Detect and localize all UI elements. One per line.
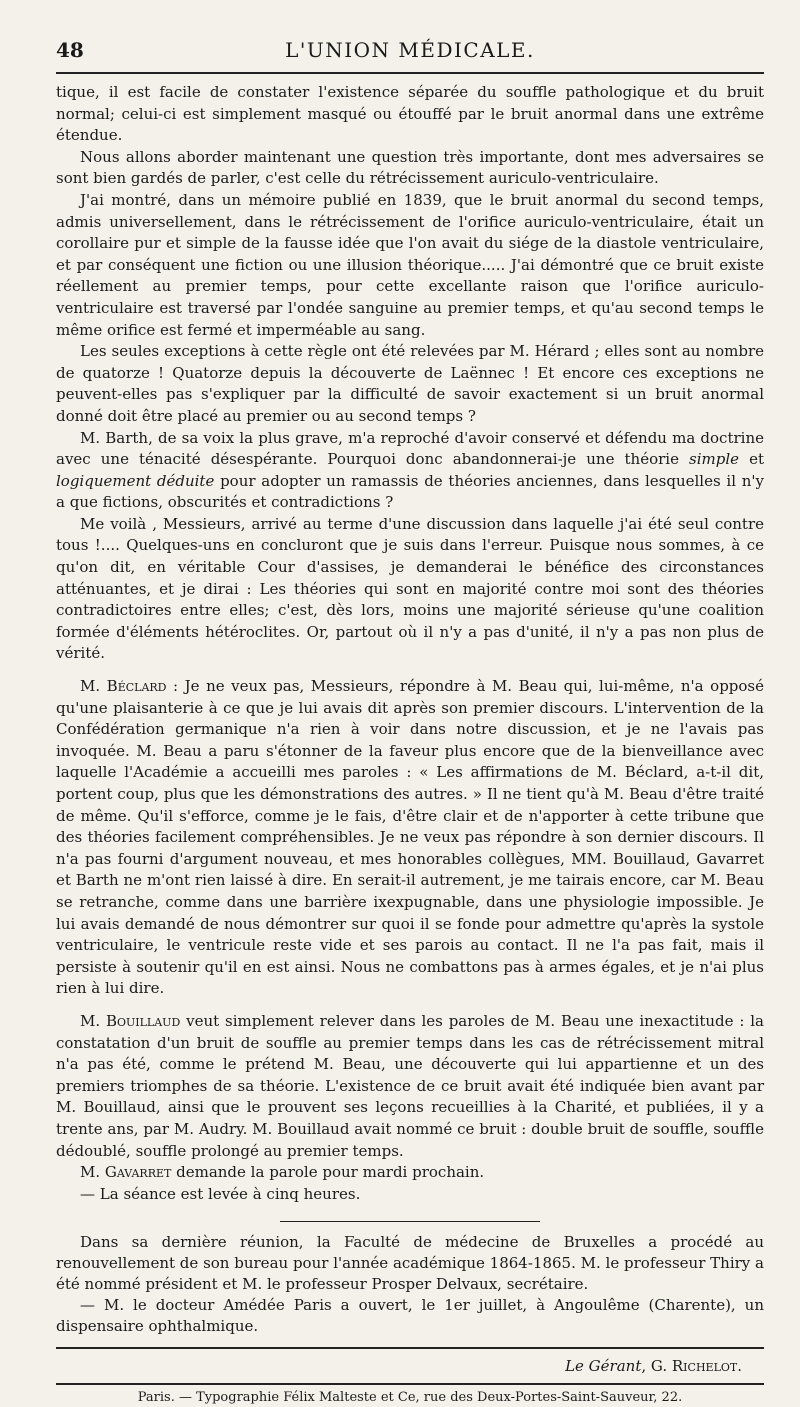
- paragraph: Les seules exceptions à cette règle ont été relevées par M. Hérard ; elles sont au nombre de quatorze ! Quatorze depuis la découverte de Laënnec ! Et encore ces exceptions ne peuvent-elles pas s'expliquer par la difficulté de savoir exactement si un bruit anormal donné doit être placé au premier ou au second temps ?: [56, 342, 764, 425]
- news-item: Dans sa dernière réunion, la Faculté de médecine de Bruxelles a procédé au renouvellement de son bureau pour l'année académique 1864-1865. M. le professeur Thiry a été nommé président et M. le professeur Prosper Delvaux, secrétaire.: [56, 1233, 764, 1294]
- paragraph: J'ai montré, dans un mémoire publié en 1839, que le bruit anormal du second temps, admis universellement, dans le rétrécissement de l'orifice auriculo-ventriculaire, était un corollaire pur et simple de la fausse idée que l'on avait du siége de la diastole ventriculaire, et par conséquent une fiction ou une illusion théorique..... J'ai démontré que ce bruit existe réellement au premier temps, pour cette excellante raison que l'orifice auriculo-ventriculaire est traversé par l'ondée sanguine au premier temps, et qu'au second temps le même orifice est fermé et imperméable au sang.: [56, 190, 764, 339]
- paragraph: tique, il est facile de constater l'existence séparée du souffle pathologique et du bruit normal; celui-ci est simplement masqué ou étouffé par le bruit anormal dans une extrême étendue.: [56, 83, 764, 145]
- signature: Le Gérant, G. Richelot.: [565, 1357, 742, 1376]
- article-body: [56, 82, 764, 1205]
- page-number: 48: [56, 38, 84, 62]
- emphasis: logiquement déduite: [56, 471, 215, 490]
- printer-imprint: Paris. — Typographie Félix Malteste et Ce, rue des Deux-Portes-Saint-Sauveur, 22.: [137, 1390, 683, 1406]
- signature-name: G. Richelot.: [650, 1357, 742, 1376]
- signature-label: Le Gérant: [565, 1357, 642, 1376]
- text-run: pour adopter un ramassis de théories anciennes, dans lesquelles il n'y a que fictions, obscurités et contradictions ?: [56, 471, 764, 512]
- text-run: M. Barth, de sa voix la plus grave, m'a reproché d'avoir conservé et défendu ma doctrine avec une ténacité désespérante. Pourquoi donc abandonnerai-je une théorie: [56, 428, 764, 469]
- header-rule: [56, 72, 764, 74]
- speech-text: demande la parole pour mardi prochain.: [171, 1163, 485, 1182]
- text-run: et: [739, 450, 764, 469]
- speech-text: Je ne veux pas, Messieurs, répondre à M. Beau qui, lui-même, n'a opposé qu'une plaisanterie à ce que je lui avais dit après son premier discours. L'intervention de la Confédération germanique n'a rien à voir dans notre discussion, et je ne l'avais pas invoquée. M. Beau a paru s'étonner de la faveur plus encore que de la bienveillance avec laquelle l'Académie a accueilli mes paroles : « Les affirmations de M. Béclard, a-t-il dit, portent coup, plus que les démonstrations des autres. » Il ne tient qu'à M. Beau d'être traité de même. Qu'il s'efforce, comme je le fais, d'être clair et de n'apporter à cette tribune que des théories facilement compréhensibles. Je ne veux pas répondre à son dernier discours. Il n'a pas fourni d'argument nouveau, et mes honorables collègues, MM. Bouillaud, Gavarret et Barth ne m'ont rien laissé à dire. En serait-il autrement, je me tairais encore, car M. Beau se retranche, comme dans une barrière ixexpugnable, dans une physiologie impossible. Je lui avais demandé de nous démontrer sur quoi il se fonde pour admettre qu'après la systole ventriculaire, le ventricule reste vide et ses parois au contact. Il ne l'a pas fait, mais il persiste à soutenir qu'il en est ainsi. Nous ne combattons pas à armes égales, et je n'ai plus rien à lui dire.: [56, 677, 765, 998]
- speaker-name: M. Bouillaud: [80, 1011, 181, 1030]
- paragraph: Nous allons aborder maintenant une question très importante, dont mes adversaires se sont bien gardés de parler, c'est celle du rétrécissement auriculo-ventriculaire.: [56, 147, 764, 188]
- emphasis: simple: [689, 450, 740, 469]
- paragraph-bouillaud: [56, 1011, 764, 1162]
- news-section: [56, 1232, 764, 1337]
- paragraph-gavarret: [56, 1162, 764, 1184]
- footer-rule: [56, 1347, 764, 1349]
- running-title: L'UNION MÉDICALE.: [285, 38, 535, 62]
- paragraph-beclard: [56, 676, 764, 1000]
- page-header: [56, 30, 764, 70]
- speaker-name: M. Gavarret: [80, 1163, 172, 1182]
- speech-text: veut simplement relever dans les paroles de M. Beau une inexactitude : la constatation d'un bruit de souffle au premier temps dans les cas de rétrécissement mitral n'a pas été, comme le prétend M. Beau, une découverte qui lui appartienne et un des premiers triomphes de sa théorie. L'existence de ce bruit avait été indiquée bien avant par M. Bouillaud, ainsi que le prouvent ses leçons recueillies à la Charité, et publiées, il y a trente ans, par M. Audry. M. Bouillaud avait nommé ce bruit : double bruit de souffle, souffle dédoublé, souffle prolongé au premier temps.: [56, 1011, 764, 1160]
- session-closing: — La séance est levée à cinq heures.: [80, 1184, 361, 1203]
- news-item: — M. le docteur Amédée Paris a ouvert, le 1er juillet, à Angoulême (Charente), un dispensaire ophthalmique.: [56, 1296, 764, 1336]
- speaker-name: M. Béclard :: [80, 677, 179, 696]
- imprint-rule: [56, 1383, 764, 1385]
- paragraph: Me voilà , Messieurs, arrivé au terme d'une discussion dans laquelle j'ai été seul contre tous !.... Quelques-uns en concluront que je suis dans l'erreur. Puisque nous sommes, à ce qu'on dit, en véritable Cour d'assises, je demanderai le bénéfice des circonstances atténuantes, et je dirai : Les théories qui sont en majorité contre moi sont des théories contradictoires entre elles; c'est, dès lors, moins une majorité sérieuse qu'une coalition formée d'éléments hétéroclites. Or, partout où il n'y a pas d'unité, il n'y a pas non plus de vérité.: [56, 514, 764, 663]
- section-divider: [280, 1221, 540, 1222]
- paragraph-barth: [56, 428, 764, 514]
